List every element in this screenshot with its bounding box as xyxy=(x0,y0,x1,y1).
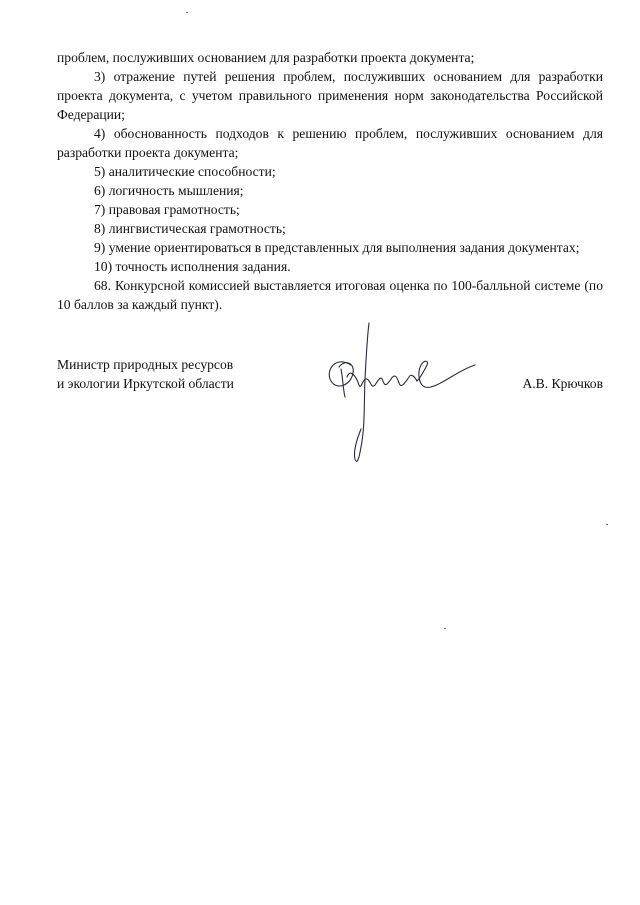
signer-title xyxy=(57,355,297,393)
list-item-4: 4) обоснованность подходов к решению проблем, послуживших основанием для разработки проекта документа; xyxy=(57,126,603,160)
scan-speck xyxy=(444,628,446,629)
signature-block xyxy=(57,355,603,475)
scan-speck xyxy=(186,12,188,13)
scan-speck xyxy=(606,524,608,525)
document-body xyxy=(57,48,603,314)
paragraph-68: 68. Конкурсной комиссией выставляется итоговая оценка по 100-балльной системе (по 10 баллов за каждый пункт). xyxy=(57,278,603,312)
list-item-10: 10) точность исполнения задания. xyxy=(94,259,291,274)
list-item-7: 7) правовая грамотность; xyxy=(94,202,240,217)
signer-name: А.В. Крючков xyxy=(522,376,603,391)
handwritten-signature xyxy=(317,319,477,469)
list-item-6: 6) логичность мышления; xyxy=(94,183,244,198)
list-item-8: 8) лингвистическая грамотность; xyxy=(94,221,286,236)
signer-title-line-2: и экологии Иркутской области xyxy=(57,376,234,391)
signer-title-line-1: Министр природных ресурсов xyxy=(57,357,234,372)
list-item-3: 3) отражение путей решения проблем, послуживших основанием для разработки проекта документа, с учетом правильного применения норм законодательства Российской Федерации; xyxy=(57,69,603,122)
list-item-9: 9) умение ориентироваться в представленных для выполнения задания документах; xyxy=(94,240,580,255)
list-item-5: 5) аналитические способности; xyxy=(94,164,276,179)
paragraph-continuation: проблем, послуживших основанием для разработки проекта документа; xyxy=(57,50,475,65)
